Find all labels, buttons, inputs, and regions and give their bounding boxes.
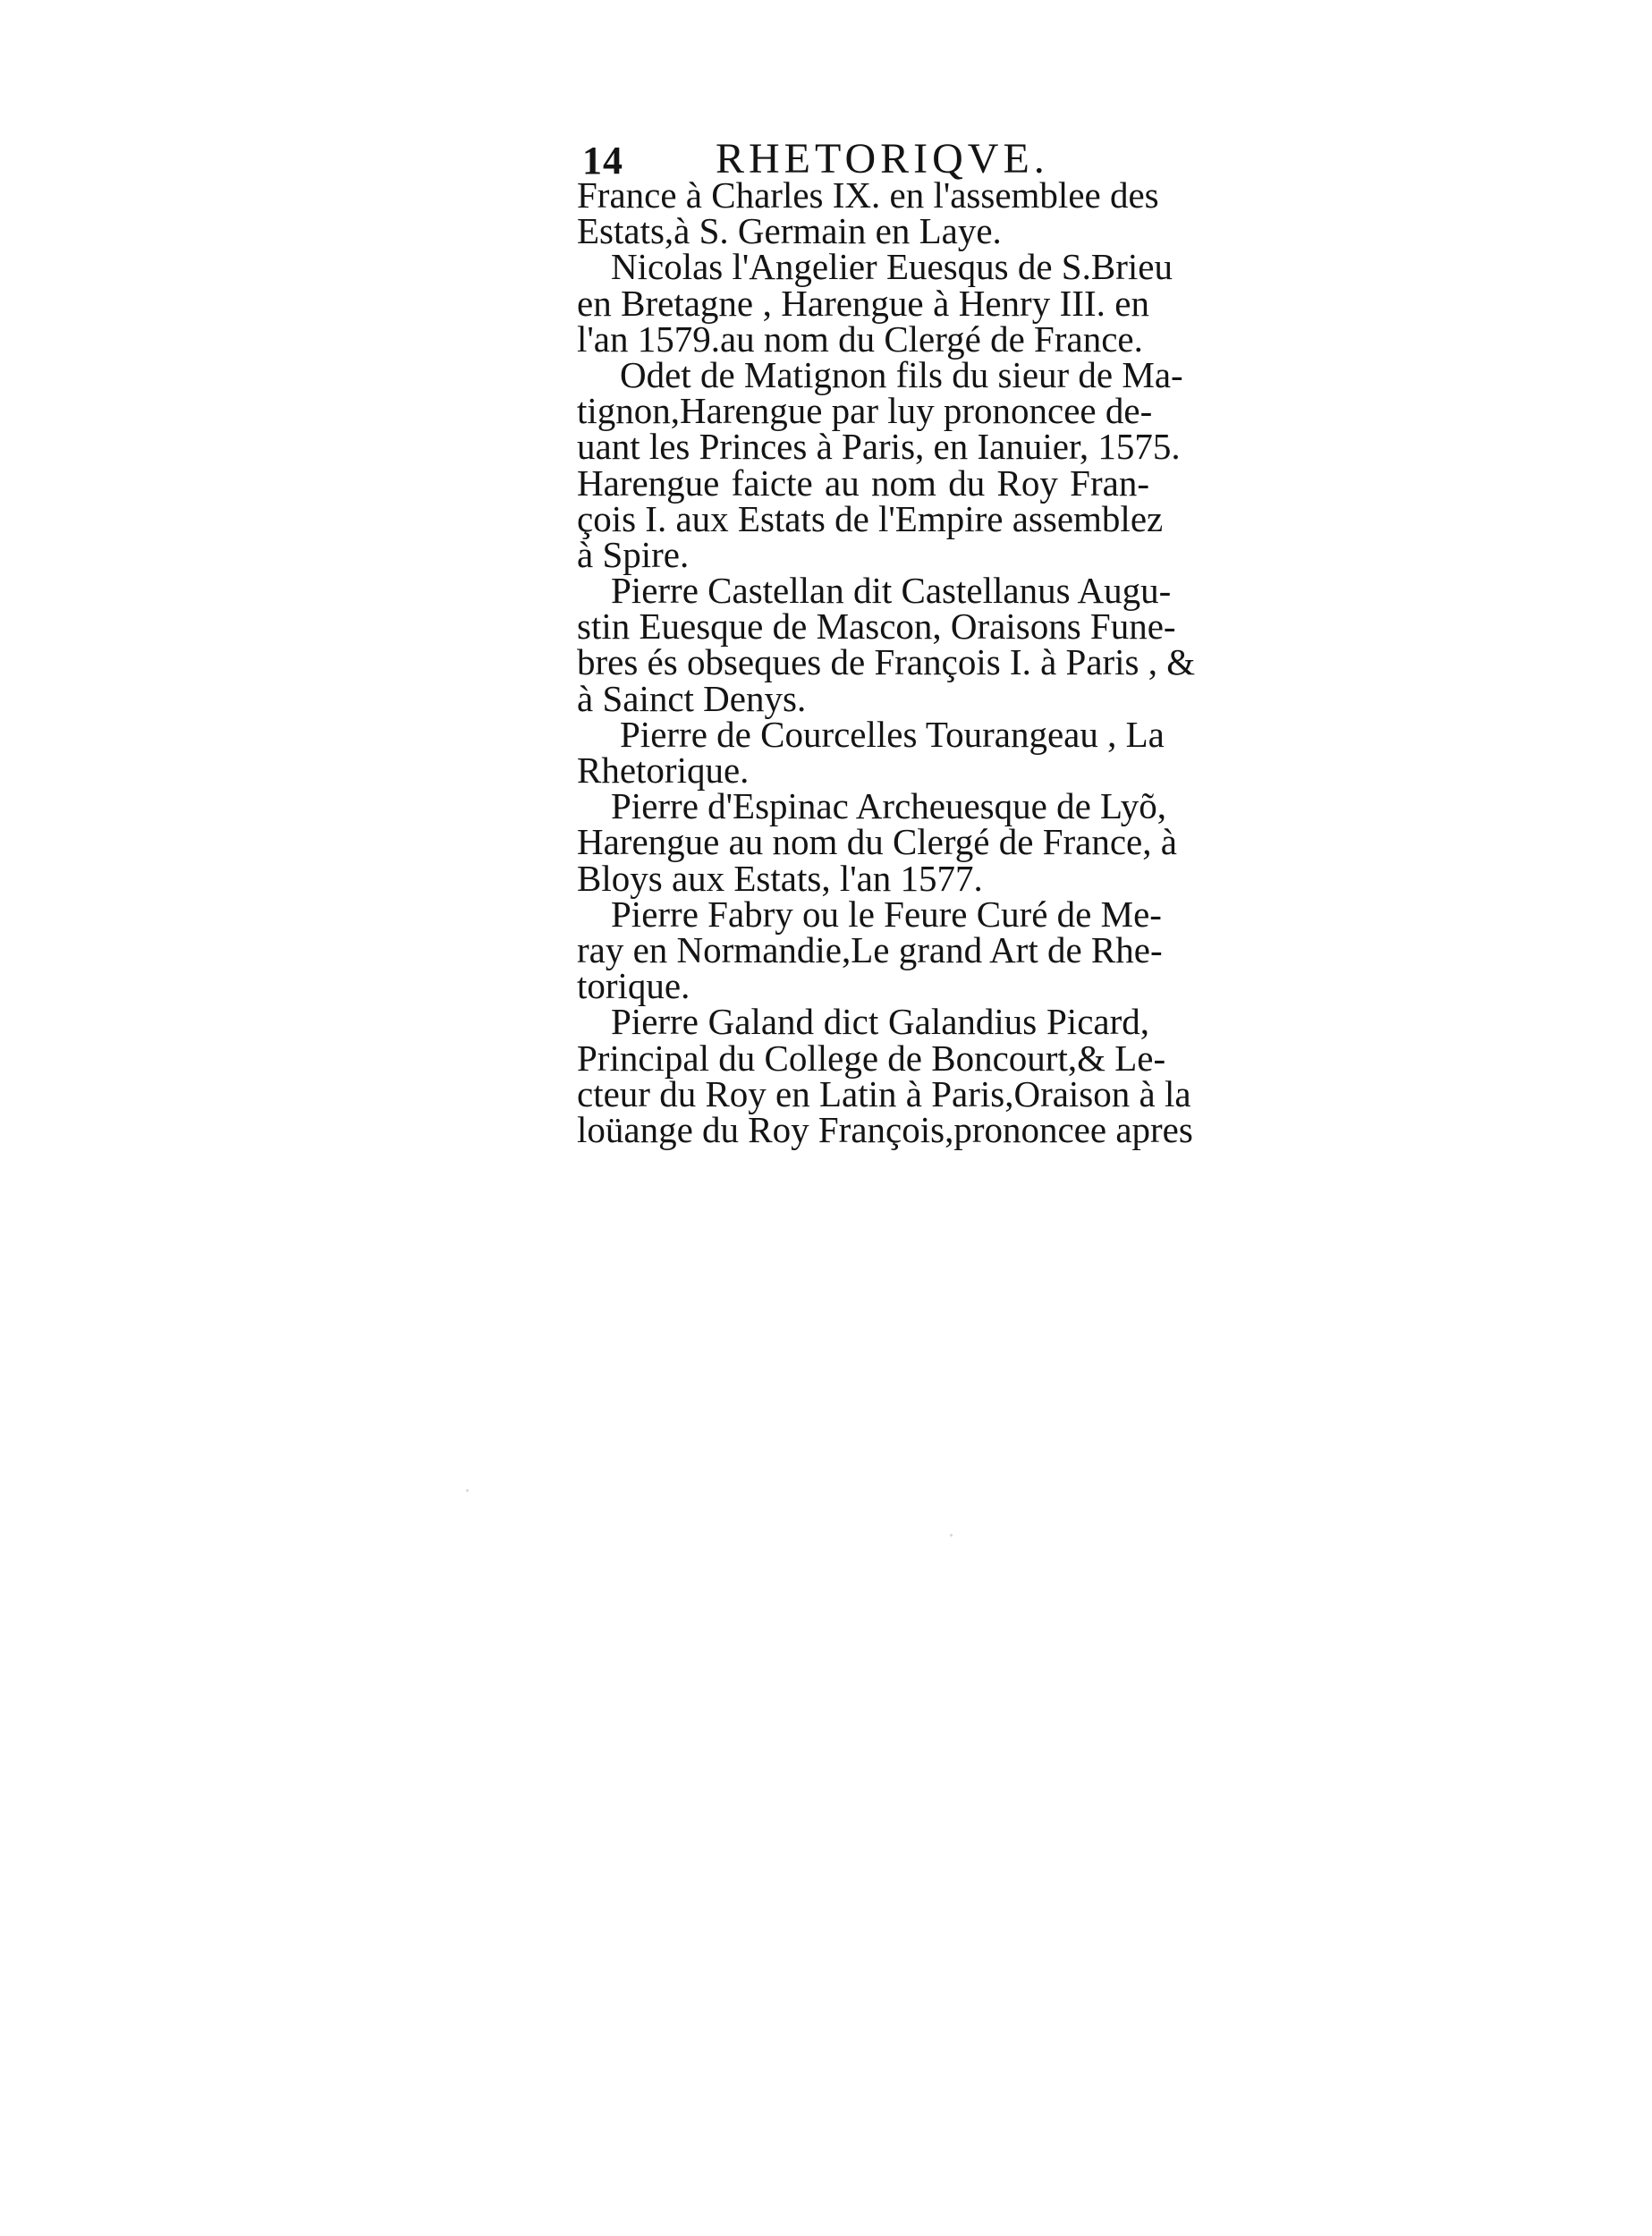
text-line: cteur du Roy en Latin à Paris,Oraison à la xyxy=(577,1072,1191,1114)
entry-first-line: Pierre Fabry ou le Feure Curé de Me- xyxy=(611,893,1162,935)
text-line: stin Euesque de Mascon, Oraisons Fune- xyxy=(577,606,1176,648)
text-line: Bloys aux Estats, l'an 1577. xyxy=(577,857,983,899)
page-number: 14 xyxy=(582,139,623,182)
text-line: Rhetorique. xyxy=(577,750,750,791)
entry-first-line: Pierre Galand dict Galandius Picard, xyxy=(611,1001,1149,1043)
text-line: loüange du Roy François,prononcee apres xyxy=(577,1108,1193,1150)
entry-first-line: Pierre de Courcelles Tourangeau , La xyxy=(620,713,1165,755)
text-line: l'an 1579.au nom du Clergé de France. xyxy=(577,318,1143,360)
entry-first-line: Nicolas l'Angelier Euesqus de S.Brieu xyxy=(611,246,1173,288)
text-line: France à Charles IX. en l'assemblee des xyxy=(577,174,1159,216)
entry-first-line: Odet de Matignon fils du sieur de Ma- xyxy=(620,353,1183,395)
entry-first-line: Pierre d'Espinac Archeuesque de Lyõ, xyxy=(611,785,1167,827)
text-line: ray en Normandie,Le grand Art de Rhe- xyxy=(577,928,1163,970)
text-line: Harengue au nom du Clergé de France, à xyxy=(577,821,1177,863)
text-line: torique. xyxy=(577,965,690,1007)
text-line: à Spire. xyxy=(577,533,690,575)
text-line: bres és obseques de François I. à Paris , & xyxy=(577,641,1196,683)
running-title: RHETORIQVE. xyxy=(716,135,1049,182)
text-line: tignon,Harengue par luy prononcee de- xyxy=(577,390,1153,432)
text-line: Estats,à S. Germain en Laye. xyxy=(577,210,1002,252)
paper-speck xyxy=(950,1534,953,1537)
text-line: uant les Princes à Paris, en Ianuier, 1575. xyxy=(577,426,1181,468)
text-line: à Sainct Denys. xyxy=(577,677,807,719)
text-line: Principal du College de Boncourt,& Le- xyxy=(577,1037,1166,1079)
paper-speck xyxy=(466,1489,469,1492)
text-line: çois I. aux Estats de l'Empire assemblez xyxy=(577,497,1164,539)
entry-first-line: Pierre Castellan dit Castellanus Augu- xyxy=(611,570,1172,612)
text-line: en Bretagne , Harengue à Henry III. en xyxy=(577,282,1149,324)
text-line: Harengue faicte au nom du Roy Fran- xyxy=(577,462,1149,504)
body-text xyxy=(577,174,1196,1150)
